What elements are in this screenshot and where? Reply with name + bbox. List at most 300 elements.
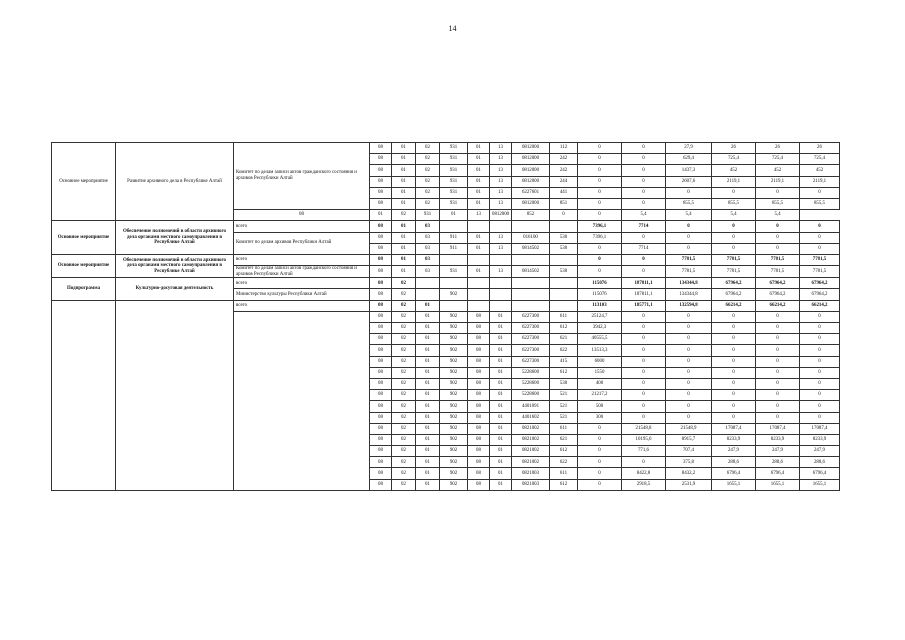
value-cell: 725,4 xyxy=(712,154,756,165)
value-cell: 0 xyxy=(800,356,840,367)
code-cell: 01 xyxy=(416,390,440,401)
value-cell: 66214,2 xyxy=(800,300,840,311)
code-cell: 01 xyxy=(490,311,512,322)
code-cell: 902 xyxy=(440,457,468,468)
total-row xyxy=(52,278,840,289)
value-cell: 0 xyxy=(622,254,666,265)
code-cell: 611 xyxy=(550,423,578,434)
code-cell xyxy=(468,300,490,311)
value-cell: 0 xyxy=(622,345,666,356)
code-cell: 08 xyxy=(468,412,490,423)
code-cell: 01 xyxy=(490,356,512,367)
code-cell: 13 xyxy=(468,210,490,221)
code-cell: 902 xyxy=(440,423,468,434)
code-cell: 902 xyxy=(440,412,468,423)
code-cell xyxy=(468,254,490,265)
code-cell: 01 xyxy=(392,254,416,265)
code-cell: 01 xyxy=(392,221,416,232)
value-cell: 300 xyxy=(578,412,622,423)
code-cell: 6227300 xyxy=(512,356,550,367)
value-cell: 855,5 xyxy=(756,198,800,209)
value-cell: 66214,2 xyxy=(756,300,800,311)
code-cell xyxy=(440,278,468,289)
value-cell: 0 xyxy=(622,232,666,243)
code-cell: 02 xyxy=(392,378,416,389)
value-cell: 771,6 xyxy=(622,446,666,457)
code-cell: 0812000 xyxy=(512,143,550,154)
row-group-type: Подпрограмма xyxy=(52,278,116,300)
value-cell: 26 xyxy=(800,143,840,154)
code-cell: 902 xyxy=(440,356,468,367)
code-cell: 01 xyxy=(468,176,490,187)
code-cell: 0814502 xyxy=(512,266,550,278)
row-group-type: Основное мероприятие xyxy=(52,254,116,277)
code-cell: 08 xyxy=(370,198,392,209)
code-cell: 931 xyxy=(440,266,468,278)
code-cell: 01 xyxy=(468,187,490,198)
value-cell: 0 xyxy=(712,221,756,232)
code-cell: 521 xyxy=(550,412,578,423)
value-cell: 0 xyxy=(578,210,622,221)
total-row xyxy=(52,300,840,311)
value-cell: 8422,8 xyxy=(622,468,666,479)
code-cell: 01 xyxy=(468,154,490,165)
code-cell: 4401091 xyxy=(512,401,550,412)
code-cell: 13 xyxy=(490,176,512,187)
code-cell xyxy=(550,289,578,300)
code-cell: 931 xyxy=(440,198,468,209)
code-cell: 02 xyxy=(392,210,416,221)
row-group-name: Культурно-досуговая деятельность xyxy=(116,278,234,300)
code-cell: 01 xyxy=(490,367,512,378)
code-cell: 08 xyxy=(468,367,490,378)
executor-cell: Комитет по делам записи актов гражданского состояния и архивов Республики Алтай xyxy=(234,143,370,210)
value-cell: 500 xyxy=(578,401,622,412)
code-cell: 01 xyxy=(392,165,416,176)
value-cell: 132594,8 xyxy=(666,300,712,311)
value-cell: 0 xyxy=(622,401,666,412)
code-cell: 08 xyxy=(370,401,392,412)
code-cell: 08 xyxy=(370,289,392,300)
value-cell: 7781,5 xyxy=(666,254,712,265)
code-cell: 611 xyxy=(550,468,578,479)
code-cell: 242 xyxy=(550,165,578,176)
code-cell: 08 xyxy=(468,390,490,401)
code-cell: 08 xyxy=(370,165,392,176)
value-cell: 7781,5 xyxy=(756,266,800,278)
code-cell: 01 xyxy=(416,345,440,356)
code-cell: 902 xyxy=(440,367,468,378)
total-label: всего xyxy=(234,300,370,311)
value-cell: 0 xyxy=(622,266,666,278)
value-cell: 0 xyxy=(622,367,666,378)
code-cell: 08 xyxy=(468,468,490,479)
value-cell: 1655,1 xyxy=(712,479,756,490)
code-cell: 6227300 xyxy=(512,345,550,356)
row-group-type xyxy=(52,300,116,490)
value-cell: 40555,5 xyxy=(578,334,622,345)
code-cell: 01 xyxy=(416,323,440,334)
value-cell: 0 xyxy=(800,243,840,254)
value-cell: 66214,2 xyxy=(712,300,756,311)
code-cell: 851 xyxy=(550,198,578,209)
code-cell: 521 xyxy=(550,401,578,412)
value-cell: 187811,1 xyxy=(622,289,666,300)
row-group-name: Обеспечение полномочий в области архивного дела органами местного самоуправления в Республике Алтай xyxy=(116,221,234,255)
code-cell: 13 xyxy=(490,232,512,243)
code-cell: 08 xyxy=(370,278,392,289)
code-cell: 01 xyxy=(416,300,440,311)
value-cell: 3942,3 xyxy=(578,323,622,334)
code-cell: 016100 xyxy=(512,232,550,243)
code-cell: 01 xyxy=(416,434,440,445)
code-cell: 902 xyxy=(440,311,468,322)
code-cell: 01 xyxy=(490,468,512,479)
value-cell: 1437,3 xyxy=(666,165,712,176)
code-cell: 612 xyxy=(550,323,578,334)
value-cell: 0 xyxy=(800,390,840,401)
code-cell: 02 xyxy=(392,367,416,378)
value-cell: 0 xyxy=(800,378,840,389)
value-cell: 0 xyxy=(578,254,622,265)
value-cell: 7714 xyxy=(622,243,666,254)
code-cell: 01 xyxy=(490,323,512,334)
code-cell: 02 xyxy=(392,457,416,468)
value-cell: 0 xyxy=(756,334,800,345)
value-cell: 0 xyxy=(666,232,712,243)
code-cell: 02 xyxy=(392,412,416,423)
code-cell: 01 xyxy=(416,423,440,434)
code-cell: 08 xyxy=(370,390,392,401)
total-label: всего xyxy=(234,221,370,232)
value-cell: 400 xyxy=(578,378,622,389)
code-cell: 08 xyxy=(370,378,392,389)
code-cell: 530 xyxy=(550,378,578,389)
value-cell: 0 xyxy=(666,221,712,232)
code-cell: 931 xyxy=(440,143,468,154)
code-cell: 931 xyxy=(440,176,468,187)
value-cell: 0 xyxy=(712,311,756,322)
executor-cell: Министерство культуры Республики Алтай xyxy=(234,289,370,300)
code-cell: 01 xyxy=(416,367,440,378)
value-cell: 7781,5 xyxy=(712,266,756,278)
value-cell: 0 xyxy=(578,457,622,468)
code-cell: 01 xyxy=(416,356,440,367)
value-cell: 7396,1 xyxy=(578,221,622,232)
value-cell: 725,4 xyxy=(756,154,800,165)
value-cell: 67964,2 xyxy=(712,289,756,300)
code-cell: 08 xyxy=(370,221,392,232)
code-cell: 01 xyxy=(392,243,416,254)
code-cell xyxy=(490,289,512,300)
code-cell: 01 xyxy=(440,210,468,221)
row-group-name: Развитие архивного дела в Республике Алтай xyxy=(116,143,234,221)
code-cell xyxy=(416,289,440,300)
code-cell: 01 xyxy=(416,412,440,423)
value-cell: 0 xyxy=(756,345,800,356)
code-cell: 02 xyxy=(392,278,416,289)
code-cell: 02 xyxy=(392,323,416,334)
value-cell: 17087,4 xyxy=(756,423,800,434)
code-cell: 621 xyxy=(550,334,578,345)
code-cell: 0814502 xyxy=(512,243,550,254)
code-cell: 612 xyxy=(550,446,578,457)
value-cell: 855,5 xyxy=(666,198,712,209)
code-cell: 0812000 xyxy=(512,154,550,165)
value-cell: 0 xyxy=(756,356,800,367)
value-cell: 0 xyxy=(800,334,840,345)
value-cell: 0 xyxy=(756,243,800,254)
code-cell: 01 xyxy=(490,401,512,412)
code-cell xyxy=(440,221,468,232)
value-cell: 0 xyxy=(756,378,800,389)
value-cell: 7781,5 xyxy=(800,254,840,265)
code-cell: 08 xyxy=(468,423,490,434)
code-cell: 02 xyxy=(392,356,416,367)
value-cell: 8233,9 xyxy=(800,434,840,445)
value-cell: 10195,6 xyxy=(622,434,666,445)
code-cell: 08 xyxy=(370,434,392,445)
code-cell xyxy=(416,278,440,289)
code-cell: 03 xyxy=(416,254,440,265)
code-cell: 4401602 xyxy=(512,412,550,423)
code-cell: 08 xyxy=(370,334,392,345)
code-cell: 08 xyxy=(468,378,490,389)
value-cell: 0 xyxy=(756,367,800,378)
value-cell: 27,9 xyxy=(666,143,712,154)
code-cell: 0821002 xyxy=(512,423,550,434)
code-cell: 08 xyxy=(468,434,490,445)
code-cell: 01 xyxy=(392,187,416,198)
value-cell: 0 xyxy=(756,311,800,322)
value-cell: 0 xyxy=(578,198,622,209)
code-cell: 0812000 xyxy=(490,210,512,221)
code-cell: 621 xyxy=(550,434,578,445)
code-cell xyxy=(512,278,550,289)
code-cell: 902 xyxy=(440,434,468,445)
value-cell: 0 xyxy=(578,165,622,176)
code-cell: 01 xyxy=(490,446,512,457)
code-cell: 01 xyxy=(416,479,440,490)
total-label: всего xyxy=(234,254,370,265)
code-cell xyxy=(512,289,550,300)
code-cell: 08 xyxy=(370,479,392,490)
code-cell: 13 xyxy=(490,165,512,176)
value-cell: 8432,2 xyxy=(666,468,712,479)
code-cell: 612 xyxy=(550,367,578,378)
value-cell: 7714 xyxy=(622,221,666,232)
value-cell: 0 xyxy=(800,311,840,322)
code-cell: 01 xyxy=(468,266,490,278)
value-cell: 0 xyxy=(666,345,712,356)
total-row xyxy=(52,221,840,232)
code-cell: 08 xyxy=(468,479,490,490)
value-cell: 0 xyxy=(578,446,622,457)
code-cell: 5228600 xyxy=(512,390,550,401)
code-cell: 01 xyxy=(416,334,440,345)
total-label: всего xyxy=(234,278,370,289)
value-cell: 288,6 xyxy=(712,457,756,468)
code-cell: 530 xyxy=(550,232,578,243)
code-cell: 02 xyxy=(416,176,440,187)
value-cell: 0 xyxy=(666,243,712,254)
value-cell: 0 xyxy=(666,323,712,334)
code-cell: 01 xyxy=(490,345,512,356)
code-cell: 01 xyxy=(490,457,512,468)
value-cell: 115076 xyxy=(578,278,622,289)
code-cell: 911 xyxy=(440,232,468,243)
code-cell: 08 xyxy=(234,210,370,221)
code-cell: 01 xyxy=(468,243,490,254)
value-cell: 2531,9 xyxy=(666,479,712,490)
code-cell: 13 xyxy=(490,266,512,278)
code-cell xyxy=(512,254,550,265)
code-cell: 02 xyxy=(416,154,440,165)
code-cell: 01 xyxy=(392,232,416,243)
code-cell: 08 xyxy=(468,334,490,345)
code-cell: 6227300 xyxy=(512,323,550,334)
code-cell: 01 xyxy=(416,401,440,412)
value-cell: 8233,9 xyxy=(756,434,800,445)
code-cell: 902 xyxy=(440,323,468,334)
code-cell xyxy=(440,254,468,265)
code-cell: 02 xyxy=(392,289,416,300)
code-cell xyxy=(490,278,512,289)
value-cell: 0 xyxy=(578,187,622,198)
code-cell: 08 xyxy=(370,311,392,322)
code-cell: 0812000 xyxy=(512,176,550,187)
code-cell: 0812000 xyxy=(512,165,550,176)
value-cell: 0 xyxy=(712,412,756,423)
code-cell: 01 xyxy=(468,232,490,243)
code-cell: 01 xyxy=(416,378,440,389)
value-cell: 2119,1 xyxy=(800,176,840,187)
code-cell: 02 xyxy=(392,390,416,401)
value-cell: 0 xyxy=(622,356,666,367)
code-cell: 13 xyxy=(490,154,512,165)
code-cell xyxy=(512,221,550,232)
value-cell: 6796,4 xyxy=(756,468,800,479)
code-cell: 02 xyxy=(392,423,416,434)
table-row xyxy=(52,143,840,154)
value-cell: 0 xyxy=(578,434,622,445)
value-cell: 0 xyxy=(712,345,756,356)
code-cell: 08 xyxy=(370,232,392,243)
code-cell: 13 xyxy=(490,143,512,154)
value-cell: 288,6 xyxy=(800,457,840,468)
code-cell: 01 xyxy=(490,378,512,389)
code-cell xyxy=(490,254,512,265)
value-cell: 707,4 xyxy=(666,446,712,457)
value-cell: 0 xyxy=(800,367,840,378)
value-cell: 187811,1 xyxy=(622,278,666,289)
value-cell: 0 xyxy=(756,401,800,412)
value-cell: 855,5 xyxy=(800,198,840,209)
value-cell: 67964,2 xyxy=(756,289,800,300)
code-cell: 13 xyxy=(490,187,512,198)
code-cell: 01 xyxy=(392,266,416,278)
value-cell: 67964,2 xyxy=(712,278,756,289)
value-cell: 2119,1 xyxy=(756,176,800,187)
value-cell: 0 xyxy=(666,311,712,322)
code-cell: 02 xyxy=(416,165,440,176)
code-cell: 01 xyxy=(370,210,392,221)
code-cell: 03 xyxy=(416,232,440,243)
code-cell: 08 xyxy=(370,345,392,356)
value-cell: 5,4 xyxy=(712,210,756,221)
code-cell xyxy=(490,221,512,232)
code-cell: 08 xyxy=(468,311,490,322)
page-number: 14 xyxy=(448,24,457,33)
value-cell: 67964,2 xyxy=(756,278,800,289)
value-cell: 0 xyxy=(666,401,712,412)
code-cell: 08 xyxy=(468,401,490,412)
code-cell: 01 xyxy=(490,434,512,445)
code-cell: 902 xyxy=(440,468,468,479)
value-cell: 0 xyxy=(622,165,666,176)
row-group-name xyxy=(116,300,234,490)
code-cell: 01 xyxy=(490,334,512,345)
code-cell: 611 xyxy=(550,311,578,322)
value-cell: 7781,5 xyxy=(756,254,800,265)
value-cell: 0 xyxy=(712,232,756,243)
code-cell: 0821002 xyxy=(512,434,550,445)
code-cell: 08 xyxy=(468,457,490,468)
code-cell: 02 xyxy=(392,468,416,479)
code-cell: 5228600 xyxy=(512,367,550,378)
value-cell: 0 xyxy=(578,154,622,165)
value-cell: 0 xyxy=(622,323,666,334)
row-group-name: Обеспечение полномочий в области архивного дела органами местного самоуправления в Республике Алтай xyxy=(116,254,234,277)
value-cell: 25124,7 xyxy=(578,311,622,322)
executor-cell: Комитет по делам записи актов гражданского состояния и архивов Республики Алтай xyxy=(234,266,370,278)
code-cell: 02 xyxy=(392,401,416,412)
value-cell: 452 xyxy=(756,165,800,176)
row-group-type: Основное мероприятие xyxy=(52,143,116,221)
value-cell: 0 xyxy=(756,390,800,401)
code-cell xyxy=(550,300,578,311)
code-cell: 08 xyxy=(370,457,392,468)
value-cell: 0 xyxy=(622,457,666,468)
value-cell: 0 xyxy=(666,187,712,198)
value-cell: 67964,2 xyxy=(800,289,840,300)
code-cell: 242 xyxy=(550,154,578,165)
value-cell: 288,6 xyxy=(756,457,800,468)
code-cell: 01 xyxy=(468,165,490,176)
value-cell: 0 xyxy=(622,154,666,165)
value-cell: 0 xyxy=(550,210,578,221)
code-cell: 441 xyxy=(550,187,578,198)
value-cell: 0 xyxy=(712,323,756,334)
code-cell: 01 xyxy=(392,143,416,154)
code-cell: 6227300 xyxy=(512,334,550,345)
code-cell: 08 xyxy=(468,356,490,367)
value-cell: 5,4 xyxy=(622,210,666,221)
code-cell: 08 xyxy=(370,300,392,311)
code-cell xyxy=(512,300,550,311)
value-cell: 0 xyxy=(666,334,712,345)
code-cell: 112 xyxy=(550,143,578,154)
value-cell: 0 xyxy=(666,390,712,401)
code-cell: 08 xyxy=(370,412,392,423)
code-cell: 911 xyxy=(440,243,468,254)
code-cell: 5228600 xyxy=(512,378,550,389)
code-cell: 02 xyxy=(392,479,416,490)
value-cell: 0 xyxy=(800,345,840,356)
value-cell: 375,8 xyxy=(666,457,712,468)
value-cell: 0 xyxy=(712,356,756,367)
code-cell: 08 xyxy=(468,345,490,356)
